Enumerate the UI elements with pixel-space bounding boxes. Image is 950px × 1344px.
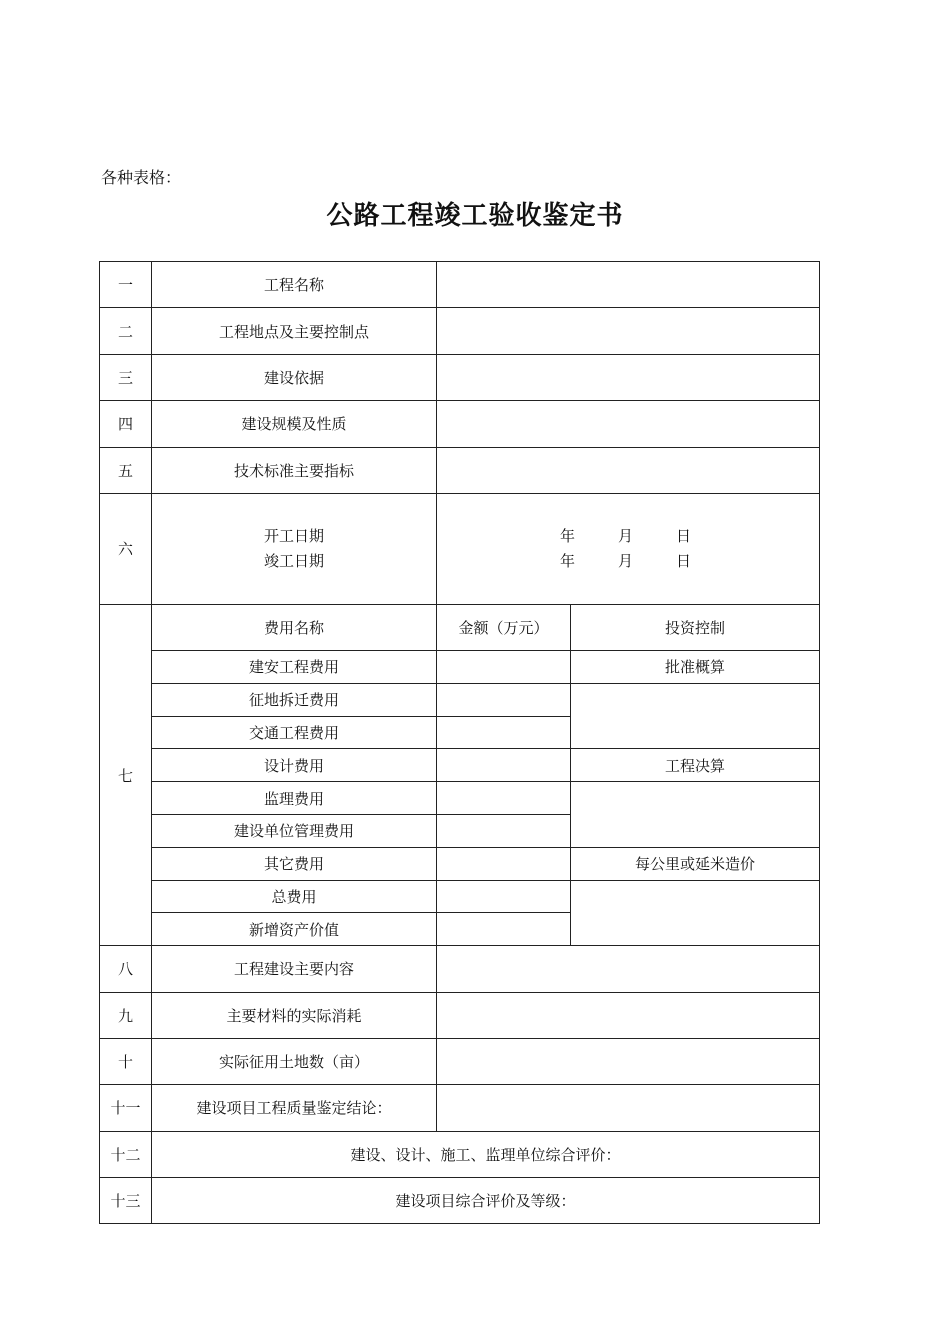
fee-amount-cell[interactable] bbox=[437, 749, 571, 782]
final-account-value[interactable] bbox=[571, 782, 820, 848]
year-unit: 年 bbox=[560, 526, 576, 545]
construction-basis-value[interactable] bbox=[437, 354, 820, 400]
row-number: 七 bbox=[100, 604, 152, 945]
fee-row bbox=[100, 749, 820, 782]
document-title: 公路工程竣工验收鉴定书 bbox=[326, 201, 624, 231]
field-label: 主要材料的实际消耗 bbox=[152, 992, 437, 1038]
row-number: 四 bbox=[100, 401, 152, 447]
row-number: 二 bbox=[100, 308, 152, 354]
row-number: 三 bbox=[100, 354, 152, 400]
row-quality-conclusion bbox=[100, 1085, 820, 1131]
fee-amount-cell[interactable] bbox=[437, 716, 571, 749]
field-label: 建设依据 bbox=[152, 354, 437, 400]
row-number: 九 bbox=[100, 992, 152, 1038]
row-number: 十二 bbox=[100, 1131, 152, 1177]
row-number: 五 bbox=[100, 447, 152, 493]
row-scale-nature bbox=[100, 401, 820, 447]
fee-row bbox=[100, 847, 820, 880]
row-unit-evaluation bbox=[100, 1131, 820, 1177]
fee-amount-cell[interactable] bbox=[437, 650, 571, 683]
day-unit: 日 bbox=[676, 551, 692, 570]
overall-evaluation-field[interactable]: 建设项目综合评价及等级： bbox=[152, 1178, 820, 1224]
fee-name: 其它费用 bbox=[152, 847, 437, 880]
fee-amount-cell[interactable] bbox=[437, 814, 571, 847]
fee-amount-cell[interactable] bbox=[437, 847, 571, 880]
start-date-value[interactable] bbox=[437, 524, 819, 549]
fee-name: 建设单位管理费用 bbox=[152, 814, 437, 847]
fee-name: 设计费用 bbox=[152, 749, 437, 782]
row-number: 十 bbox=[100, 1038, 152, 1084]
row-construction-basis bbox=[100, 354, 820, 400]
field-label: 工程名称 bbox=[152, 262, 437, 308]
field-label: 建设规模及性质 bbox=[152, 401, 437, 447]
acceptance-form-table bbox=[99, 261, 820, 1224]
row-material-consumption bbox=[100, 992, 820, 1038]
control-label: 每公里或延米造价 bbox=[571, 847, 820, 880]
fee-amount-cell[interactable] bbox=[437, 782, 571, 815]
project-name-value[interactable] bbox=[437, 262, 820, 308]
end-date-label: 竣工日期 bbox=[263, 551, 324, 570]
row-number: 十一 bbox=[100, 1085, 152, 1131]
fee-row bbox=[100, 650, 820, 683]
cost-per-km-value[interactable] bbox=[571, 880, 820, 946]
fee-row bbox=[100, 683, 820, 716]
fee-name: 总费用 bbox=[152, 880, 437, 913]
control-label: 批准概算 bbox=[571, 650, 820, 683]
field-label: 实际征用土地数（亩） bbox=[152, 1038, 437, 1084]
fee-name: 交通工程费用 bbox=[152, 716, 437, 749]
day-unit: 日 bbox=[676, 526, 692, 545]
fee-amount-header: 金额（万元） bbox=[437, 604, 571, 650]
fee-name: 征地拆迁费用 bbox=[152, 683, 437, 716]
row-land-acquired bbox=[100, 1038, 820, 1084]
quality-conclusion-value[interactable] bbox=[437, 1085, 820, 1131]
section-caption: 各种表格： bbox=[101, 168, 182, 187]
row-main-content bbox=[100, 946, 820, 992]
row-number: 十三 bbox=[100, 1178, 152, 1224]
row-technical-standards bbox=[100, 447, 820, 493]
main-content-value[interactable] bbox=[437, 946, 820, 992]
investment-control-header: 投资控制 bbox=[571, 604, 820, 650]
material-consumption-value[interactable] bbox=[437, 992, 820, 1038]
fee-name: 监理费用 bbox=[152, 782, 437, 815]
field-label: 工程建设主要内容 bbox=[152, 946, 437, 992]
fee-name: 新增资产价值 bbox=[152, 913, 437, 946]
row-project-name bbox=[100, 262, 820, 308]
scale-nature-value[interactable] bbox=[437, 401, 820, 447]
fee-row bbox=[100, 880, 820, 913]
row-dates bbox=[100, 493, 820, 604]
fee-name: 建安工程费用 bbox=[152, 650, 437, 683]
dates-labels bbox=[152, 493, 437, 604]
field-label: 技术标准主要指标 bbox=[152, 447, 437, 493]
fee-name-header: 费用名称 bbox=[152, 604, 437, 650]
field-label: 工程地点及主要控制点 bbox=[152, 308, 437, 354]
unit-evaluation-field[interactable]: 建设、设计、施工、监理单位综合评价： bbox=[152, 1131, 820, 1177]
year-unit: 年 bbox=[560, 551, 576, 570]
dates-values[interactable] bbox=[437, 493, 820, 604]
month-unit: 月 bbox=[618, 526, 634, 545]
fee-header-row bbox=[100, 604, 820, 650]
project-location-value[interactable] bbox=[437, 308, 820, 354]
control-label: 工程决算 bbox=[571, 749, 820, 782]
fee-amount-cell[interactable] bbox=[437, 880, 571, 913]
row-overall-evaluation bbox=[100, 1178, 820, 1224]
land-acquired-value[interactable] bbox=[437, 1038, 820, 1084]
approved-budget-value[interactable] bbox=[571, 683, 820, 749]
row-number: 一 bbox=[100, 262, 152, 308]
fee-amount-cell[interactable] bbox=[437, 683, 571, 716]
technical-standards-value[interactable] bbox=[437, 447, 820, 493]
end-date-value[interactable] bbox=[437, 549, 819, 574]
start-date-label: 开工日期 bbox=[263, 526, 324, 545]
row-number: 六 bbox=[100, 493, 152, 604]
row-number: 八 bbox=[100, 946, 152, 992]
fee-row bbox=[100, 782, 820, 815]
row-project-location bbox=[100, 308, 820, 354]
fee-amount-cell[interactable] bbox=[437, 913, 571, 946]
month-unit: 月 bbox=[618, 551, 634, 570]
field-label: 建设项目工程质量鉴定结论： bbox=[152, 1085, 437, 1131]
